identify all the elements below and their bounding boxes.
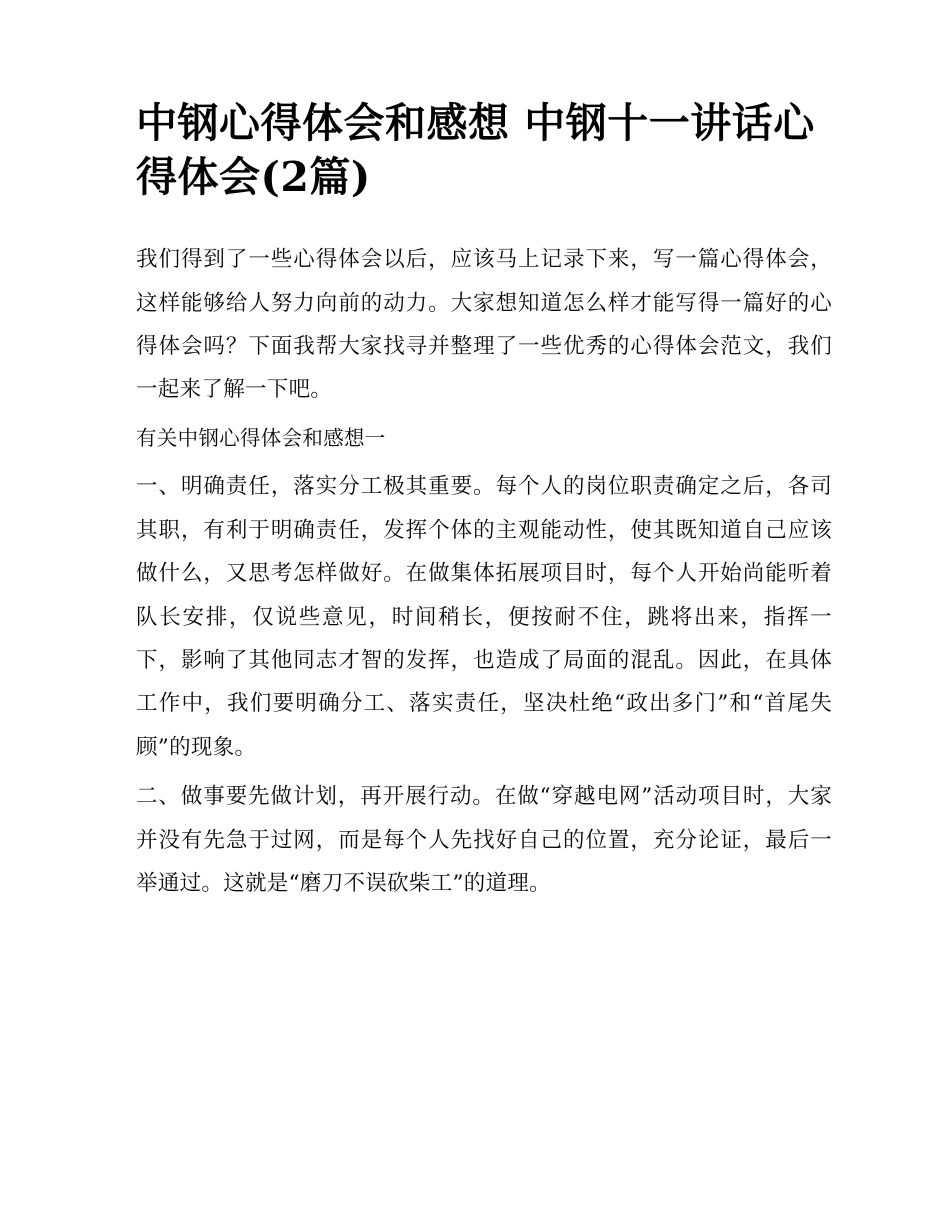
paragraph-subheading: 有关中钢心得体会和感想一 [136,425,386,450]
paragraph-section-one: 一、明确责任，落实分工极其重要。每个人的岗位职责确定之后，各司其职，有利于明确责任，发挥个体的主观能动性，使其既知道自己应该做什么，又思考怎样做好。在做集体拓展项目时，每个人开始尚能听着队长安排，仅说些意见，时间稍长，便按耐不住，跳将出来，指挥一下，影响了其他同志才智的发挥，也造成了局面的混乱。因此，在具体工作中，我们要明确分工、落实责任，坚决杜绝“政出多门”和“首尾失顾”的现象。 [136,474,832,760]
page-title: 中钢心得体会和感想 中钢十一讲话心得体会(2篇) [136,99,815,202]
paragraph-section-two: 二、做事要先做计划，再开展行动。在做“穿越电网”活动项目时，大家并没有先急于过网，而是每个人先找好自己的位置，充分论证，最后一举通过。这就是“磨刀不误砍柴工”的道理。 [136,784,832,897]
paragraph-intro: 我们得到了一些心得体会以后，应该马上记录下来，写一篇心得体会，这样能够给人努力向前的动力。大家想知道怎么样才能写得一篇好的心得体会吗？下面我帮大家找寻并整理了一些优秀的心得体会范文，我们一起来了解一下吧。 [136,247,832,403]
